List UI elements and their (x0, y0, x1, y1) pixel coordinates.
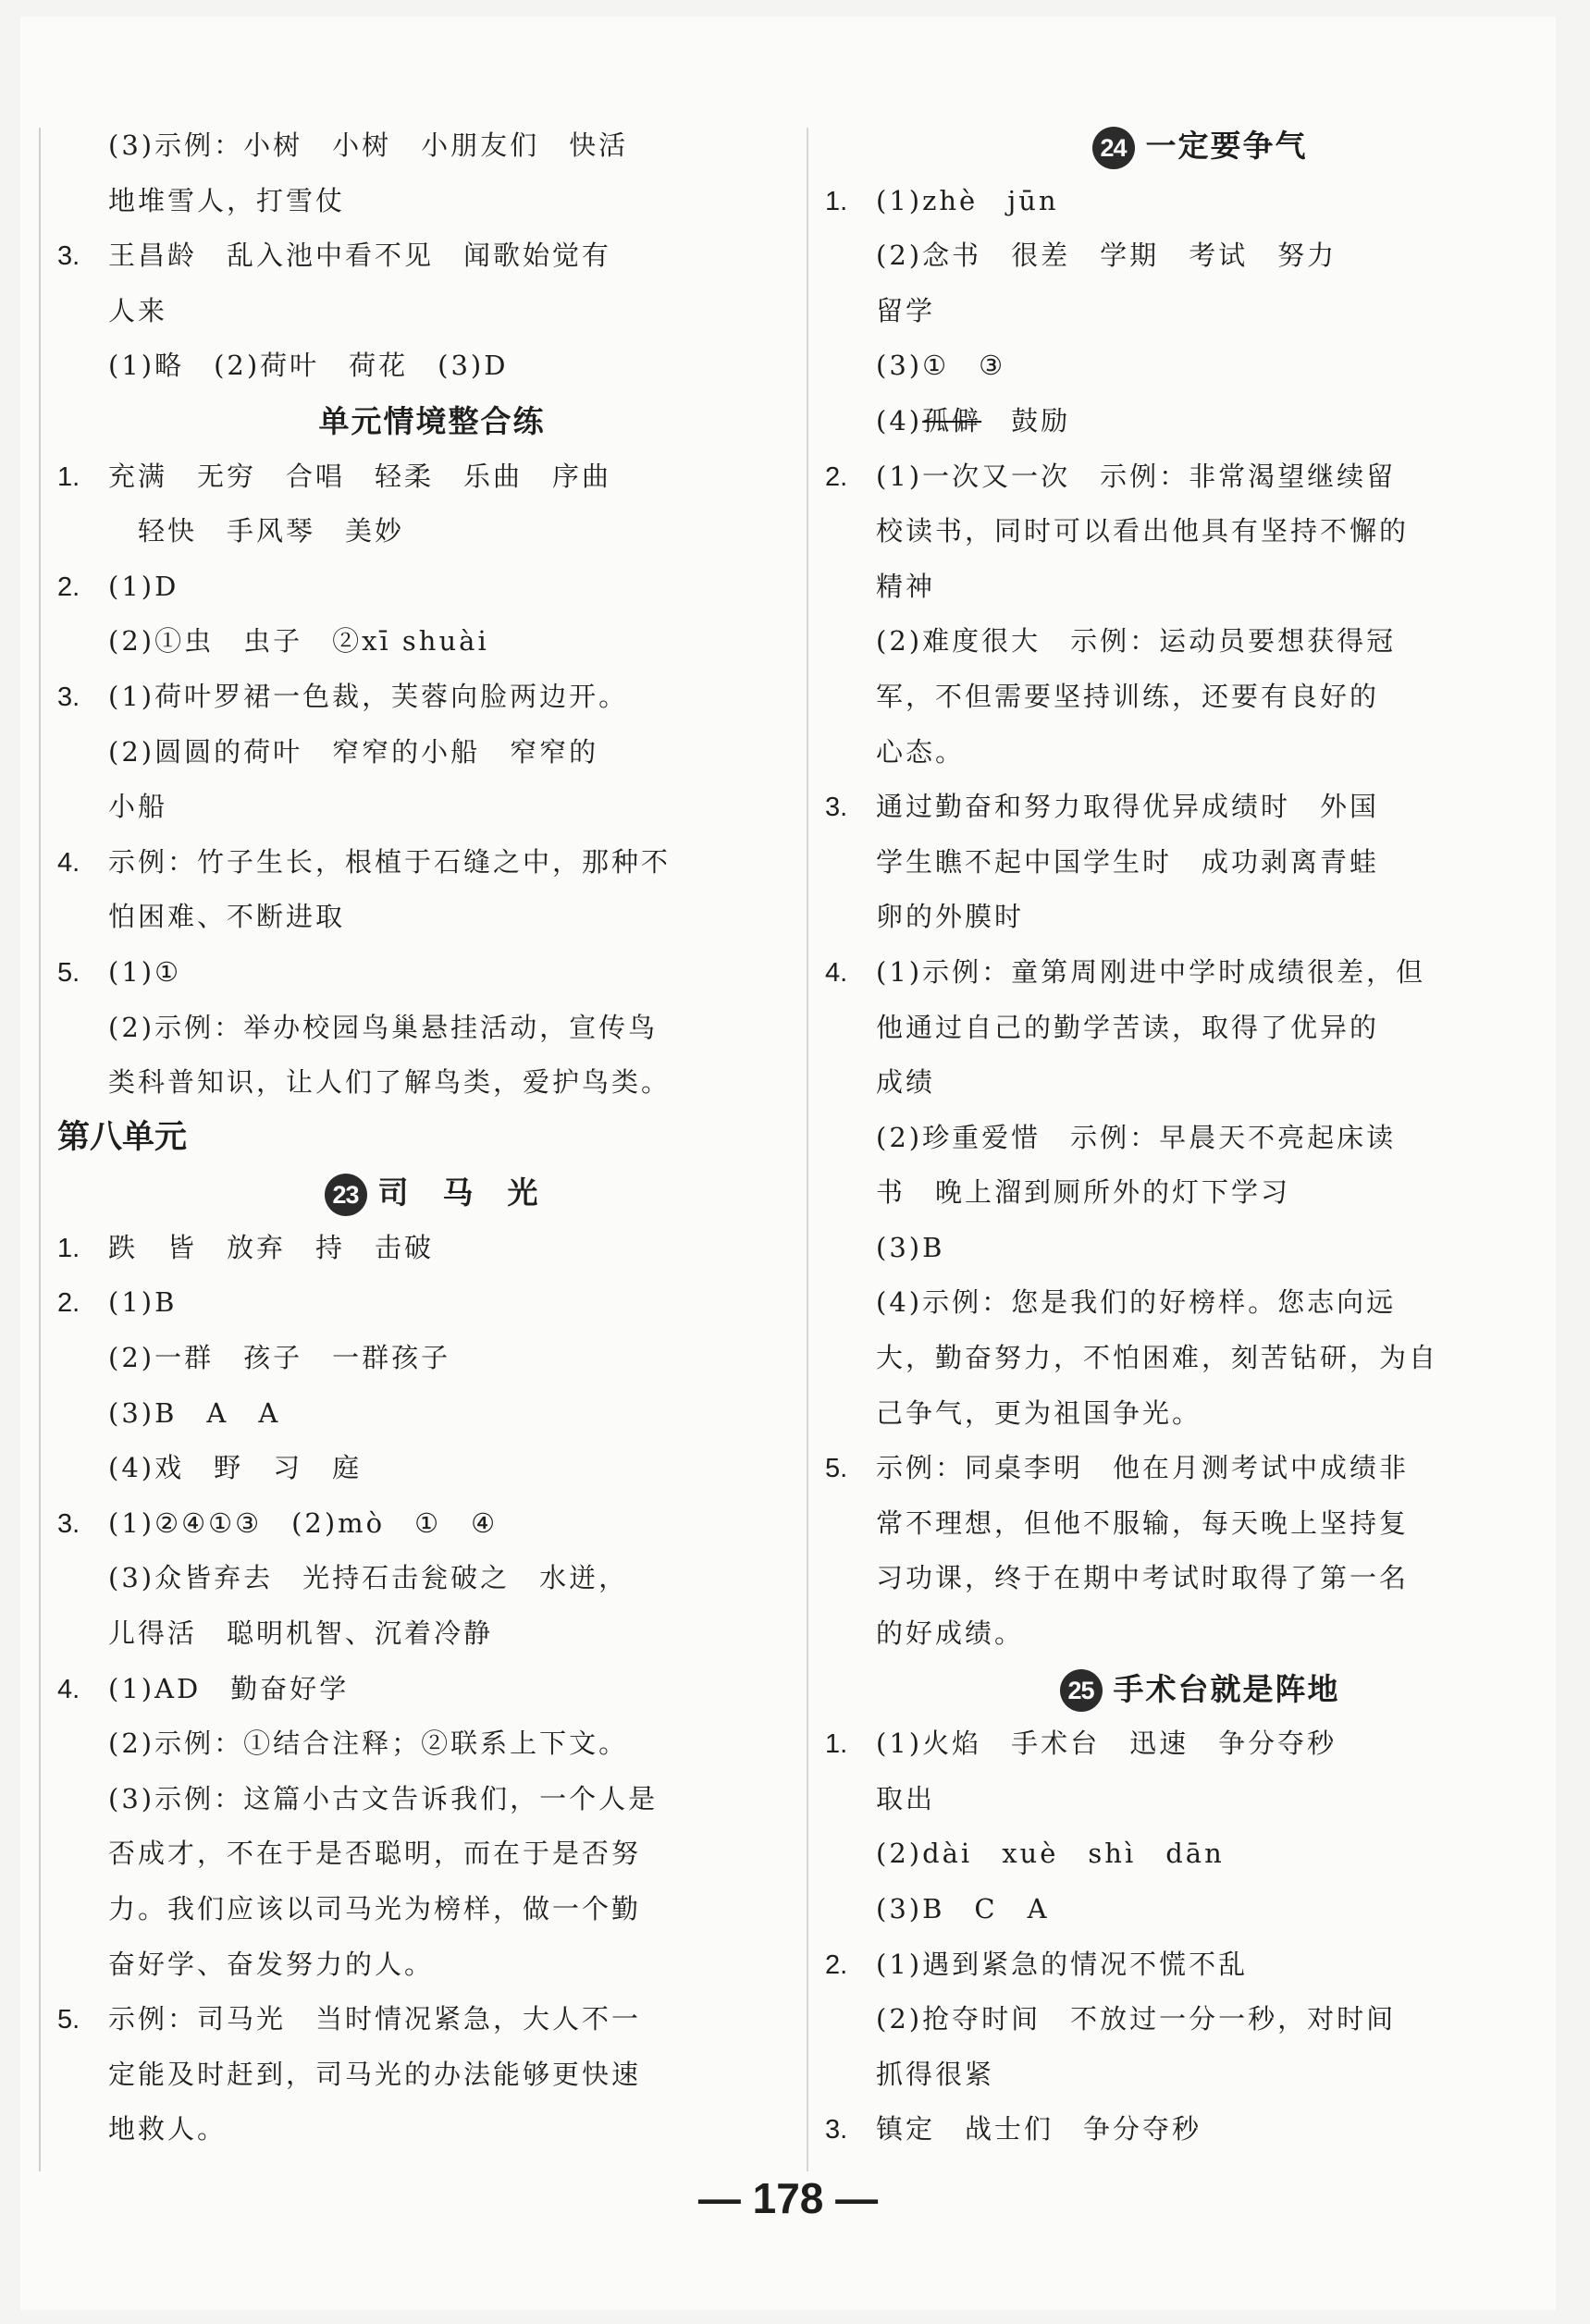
answer-text: 取出 (876, 1782, 936, 1814)
answer-text: 大，勤奋努力，不怕困难，刻苦钻研，为自 (876, 1342, 1439, 1374)
answer-text: (4) (876, 404, 923, 437)
question-line (57, 945, 756, 1001)
lesson-heading (108, 1165, 756, 1221)
answer-line (876, 670, 1523, 725)
answer-line (108, 780, 756, 835)
answer-text: 地堆雪人，打雪仗 (108, 184, 346, 216)
answer-line (876, 1772, 1523, 1827)
question-number: 5. (57, 957, 80, 988)
question-number: 3. (825, 2115, 848, 2146)
answer-text: (1)②④①③ (2)mò ① ④ (108, 1506, 499, 1539)
answer-line (876, 228, 1523, 284)
answer-line (108, 1826, 756, 1882)
answer-line (876, 338, 1523, 394)
right-column (825, 118, 1523, 2158)
answer-text: 地救人。 (108, 2113, 228, 2146)
answer-text: (2)一群 孩子 一群孩子 (108, 1342, 451, 1374)
answer-text: (1)B (108, 1286, 178, 1319)
question-number: 4. (825, 957, 848, 988)
answer-line (108, 890, 756, 945)
answer-line (876, 1551, 1523, 1606)
answer-text: (2)难度很大 示例：运动员要想获得冠 (876, 625, 1397, 658)
answer-text: (1)略 (2)荷叶 荷花 (3)D (108, 350, 509, 382)
answer-text: 通过勤奋和努力取得优异成绩时 外国 (876, 791, 1380, 823)
answer-text: 示例：同桌李明 他在月测考试中成绩非 (876, 1452, 1410, 1484)
unit-heading: 第八单元 (57, 1118, 188, 1156)
question-line (57, 1221, 756, 1276)
answer-line (876, 614, 1523, 670)
answer-line (876, 725, 1523, 781)
question-number: 4. (57, 847, 80, 878)
answer-line (876, 1386, 1523, 1442)
question-number: 2. (57, 1288, 80, 1319)
answer-line (876, 559, 1523, 615)
answer-line (876, 1496, 1523, 1552)
answer-text: (4)戏 野 习 庭 (108, 1452, 363, 1484)
answer-line (876, 394, 1523, 449)
answer-line (108, 1551, 756, 1606)
lesson-title: 司 马 光 (377, 1174, 540, 1211)
answer-text: 小船 (108, 791, 168, 823)
answer-text: (2)示例：举办校园鸟巢悬挂活动，宣传鸟 (108, 1011, 659, 1043)
answer-text: (3)B A A (108, 1396, 281, 1429)
answer-text: (1)zhè jūn (876, 184, 1059, 216)
answer-line (108, 118, 756, 174)
answer-line (108, 1441, 756, 1496)
question-number: 3. (57, 682, 80, 712)
question-number: 2. (825, 1949, 848, 1980)
answer-text: 奋好学、奋发努力的人。 (108, 1948, 435, 1980)
lesson-title: 一定要争气 (1145, 128, 1308, 164)
answer-line (876, 1055, 1523, 1111)
lesson-title: 手术台就是阵地 (1113, 1670, 1340, 1707)
answer-text: (2)珍重爱惜 示例：早晨天不亮起床读 (876, 1121, 1397, 1153)
question-line (825, 1716, 1523, 1772)
answer-line (876, 1111, 1523, 1166)
question-number: 2. (57, 572, 80, 602)
answer-text: (1)D (108, 570, 179, 602)
answer-text: 精神 (876, 570, 936, 602)
question-line (57, 228, 756, 284)
answer-line (108, 338, 756, 394)
answer-text: 抓得很紧 (876, 2058, 995, 2090)
answer-line (108, 284, 756, 339)
question-number: 3. (57, 1508, 80, 1539)
answer-line (108, 2047, 756, 2103)
answer-text: 留学 (876, 294, 936, 326)
answer-line (108, 1055, 756, 1111)
answer-text: 力。我们应该以司马光为榜样，做一个勤 (108, 1893, 642, 1924)
answer-text: (4)示例：您是我们的好榜样。您志向远 (876, 1286, 1397, 1319)
question-line (57, 1992, 756, 2047)
answer-line (108, 174, 756, 229)
lesson-number-badge: 24 (1092, 127, 1135, 169)
answer-text: (2)示例：①结合注释；②联系上下文。 (108, 1728, 629, 1760)
question-line (57, 1662, 756, 1717)
left-column (57, 118, 756, 2158)
question-line (825, 780, 1523, 835)
question-line (57, 670, 756, 725)
answer-line (108, 1606, 756, 1662)
answer-text: (2)①虫 虫子 ②xī shuài (108, 625, 489, 658)
lesson-number-badge: 25 (1060, 1669, 1103, 1712)
answer-text: 示例：司马光 当时情况紧急，大人不一 (108, 2003, 642, 2035)
answer-line (108, 1001, 756, 1056)
question-line (825, 1937, 1523, 1993)
answer-text: (3)B C A (876, 1893, 1050, 1924)
answer-line (108, 725, 756, 781)
question-line (57, 559, 756, 615)
answer-text: (1)示例：童第周刚进中学时成绩很差，但 (876, 955, 1426, 988)
answer-text: 卵的外膜时 (876, 901, 1025, 933)
answer-text: 常不理想，但他不服输，每天晚上坚持复 (876, 1506, 1410, 1539)
answer-text: 军，不但需要坚持训练，还要有良好的 (876, 680, 1380, 712)
answer-text: 成绩 (876, 1066, 936, 1099)
answer-text: 否成才，不在于是否聪明，而在于是否努 (108, 1838, 642, 1870)
answer-text: 定能及时赶到，司马光的办法能够更快速 (108, 2058, 642, 2090)
answer-text: 示例：竹子生长，根植于石缝之中，那种不 (108, 845, 672, 878)
answer-text: (2)抢夺时间 不放过一分一秒，对时间 (876, 2003, 1397, 2035)
answer-line (876, 1826, 1523, 1882)
lesson-heading (876, 1662, 1523, 1717)
answer-text: 他通过自己的勤学苦读，取得了优异的 (876, 1011, 1380, 1043)
answer-line (876, 1331, 1523, 1386)
answer-text: 人来 (108, 294, 168, 326)
answer-line (108, 1331, 756, 1386)
answer-line (108, 1937, 756, 1993)
answer-text: (3)众皆弃去 光持石击瓮破之 水迸， (108, 1562, 629, 1594)
question-number: 5. (57, 2005, 80, 2035)
answer-line (876, 504, 1523, 559)
question-line (825, 449, 1523, 505)
question-line (825, 174, 1523, 229)
question-line (57, 1275, 756, 1331)
answer-line (876, 1165, 1523, 1221)
answer-text: 鼓励 (981, 404, 1071, 437)
answer-text: (1)① (108, 955, 182, 988)
question-number: 3. (57, 241, 80, 272)
answer-line (876, 1992, 1523, 2047)
answer-line (876, 1275, 1523, 1331)
answer-text: 的好成绩。 (876, 1617, 1025, 1650)
question-line (57, 835, 756, 891)
struck-answer: 孤僻 (922, 404, 982, 437)
answer-line (876, 1001, 1523, 1056)
answer-line (108, 1772, 756, 1827)
lesson-heading (876, 118, 1523, 174)
answer-text: 怕困难、不断进取 (108, 901, 346, 933)
answer-text: 书 晚上溜到厕所外的灯下学习 (876, 1176, 1291, 1209)
column-divider (807, 128, 808, 2171)
answer-line (876, 1221, 1523, 1276)
page-number: — 178 — (697, 2174, 879, 2222)
answer-text: (3)B (876, 1231, 945, 1263)
question-line (825, 945, 1523, 1001)
answer-text: (2)dài xuè shì dān (876, 1838, 1225, 1870)
answer-text: 校读书，同时可以看出他具有坚持不懈的 (876, 515, 1410, 547)
answer-text: (3)① ③ (876, 350, 1006, 382)
answer-text: (1)一次又一次 示例：非常渴望继续留 (876, 460, 1397, 492)
question-number: 4. (57, 1674, 80, 1704)
answer-line (108, 1882, 756, 1937)
answer-text: 儿得活 聪明机智、沉着冷静 (108, 1617, 494, 1650)
answer-text: 镇定 战士们 争分夺秒 (876, 2113, 1202, 2146)
answer-line (876, 284, 1523, 339)
answer-text: (2)圆圆的荷叶 窄窄的小船 窄窄的 (108, 735, 599, 768)
answer-text: 充满 无穷 合唱 轻柔 乐曲 序曲 (108, 460, 612, 492)
answer-text: (2)念书 很差 学期 考试 努力 (876, 240, 1337, 272)
question-line (825, 2102, 1523, 2158)
question-number: 5. (825, 1454, 848, 1484)
answer-text: (3)示例：这篇小古文告诉我们，一个人是 (108, 1782, 659, 1814)
answer-text: 心态。 (876, 735, 966, 768)
answer-text: 己争气，更为祖国争光。 (876, 1396, 1202, 1429)
answer-line (876, 835, 1523, 891)
section-heading: 单元情境整合练 (318, 402, 546, 439)
margin-rule (39, 128, 41, 2171)
answer-text: (3)示例：小树 小树 小朋友们 快活 (108, 129, 629, 161)
answer-line (108, 2102, 756, 2158)
answer-line (108, 1716, 756, 1772)
answer-text: 王昌龄 乱入池中看不见 闻歌始觉有 (108, 240, 612, 272)
answer-line (876, 1882, 1523, 1937)
question-number: 1. (57, 461, 80, 492)
answer-text: 轻快 手风琴 美妙 (108, 515, 405, 547)
answer-line (108, 1386, 756, 1442)
question-line (57, 449, 756, 505)
question-number: 3. (825, 793, 848, 823)
question-line (825, 1441, 1523, 1496)
answer-text: 跌 皆 放弃 持 击破 (108, 1231, 435, 1263)
answer-line (876, 890, 1523, 945)
question-line (57, 1496, 756, 1552)
question-number: 1. (57, 1233, 80, 1263)
question-number: 1. (825, 1729, 848, 1760)
answer-line (108, 614, 756, 670)
question-number: 2. (825, 461, 848, 492)
answer-key-page (20, 17, 1556, 2310)
answer-text: 类科普知识，让人们了解鸟类，爱护鸟类。 (108, 1066, 672, 1099)
lesson-number-badge: 23 (325, 1174, 367, 1216)
answer-text: (1)AD 勤奋好学 (108, 1672, 350, 1704)
answer-line (108, 504, 756, 559)
answer-text: 学生瞧不起中国学生时 成功剥离青蛙 (876, 845, 1380, 878)
answer-text: 习功课，终于在期中考试时取得了第一名 (876, 1562, 1410, 1594)
answer-text: (1)火焰 手术台 迅速 争分夺秒 (876, 1728, 1337, 1760)
answer-text: (1)遇到紧急的情况不慌不乱 (876, 1948, 1249, 1980)
answer-line (876, 2047, 1523, 2103)
answer-line (876, 1606, 1523, 1662)
question-number: 1. (825, 186, 848, 216)
answer-text: (1)荷叶罗裙一色裁，芙蓉向脸两边开。 (108, 680, 629, 712)
